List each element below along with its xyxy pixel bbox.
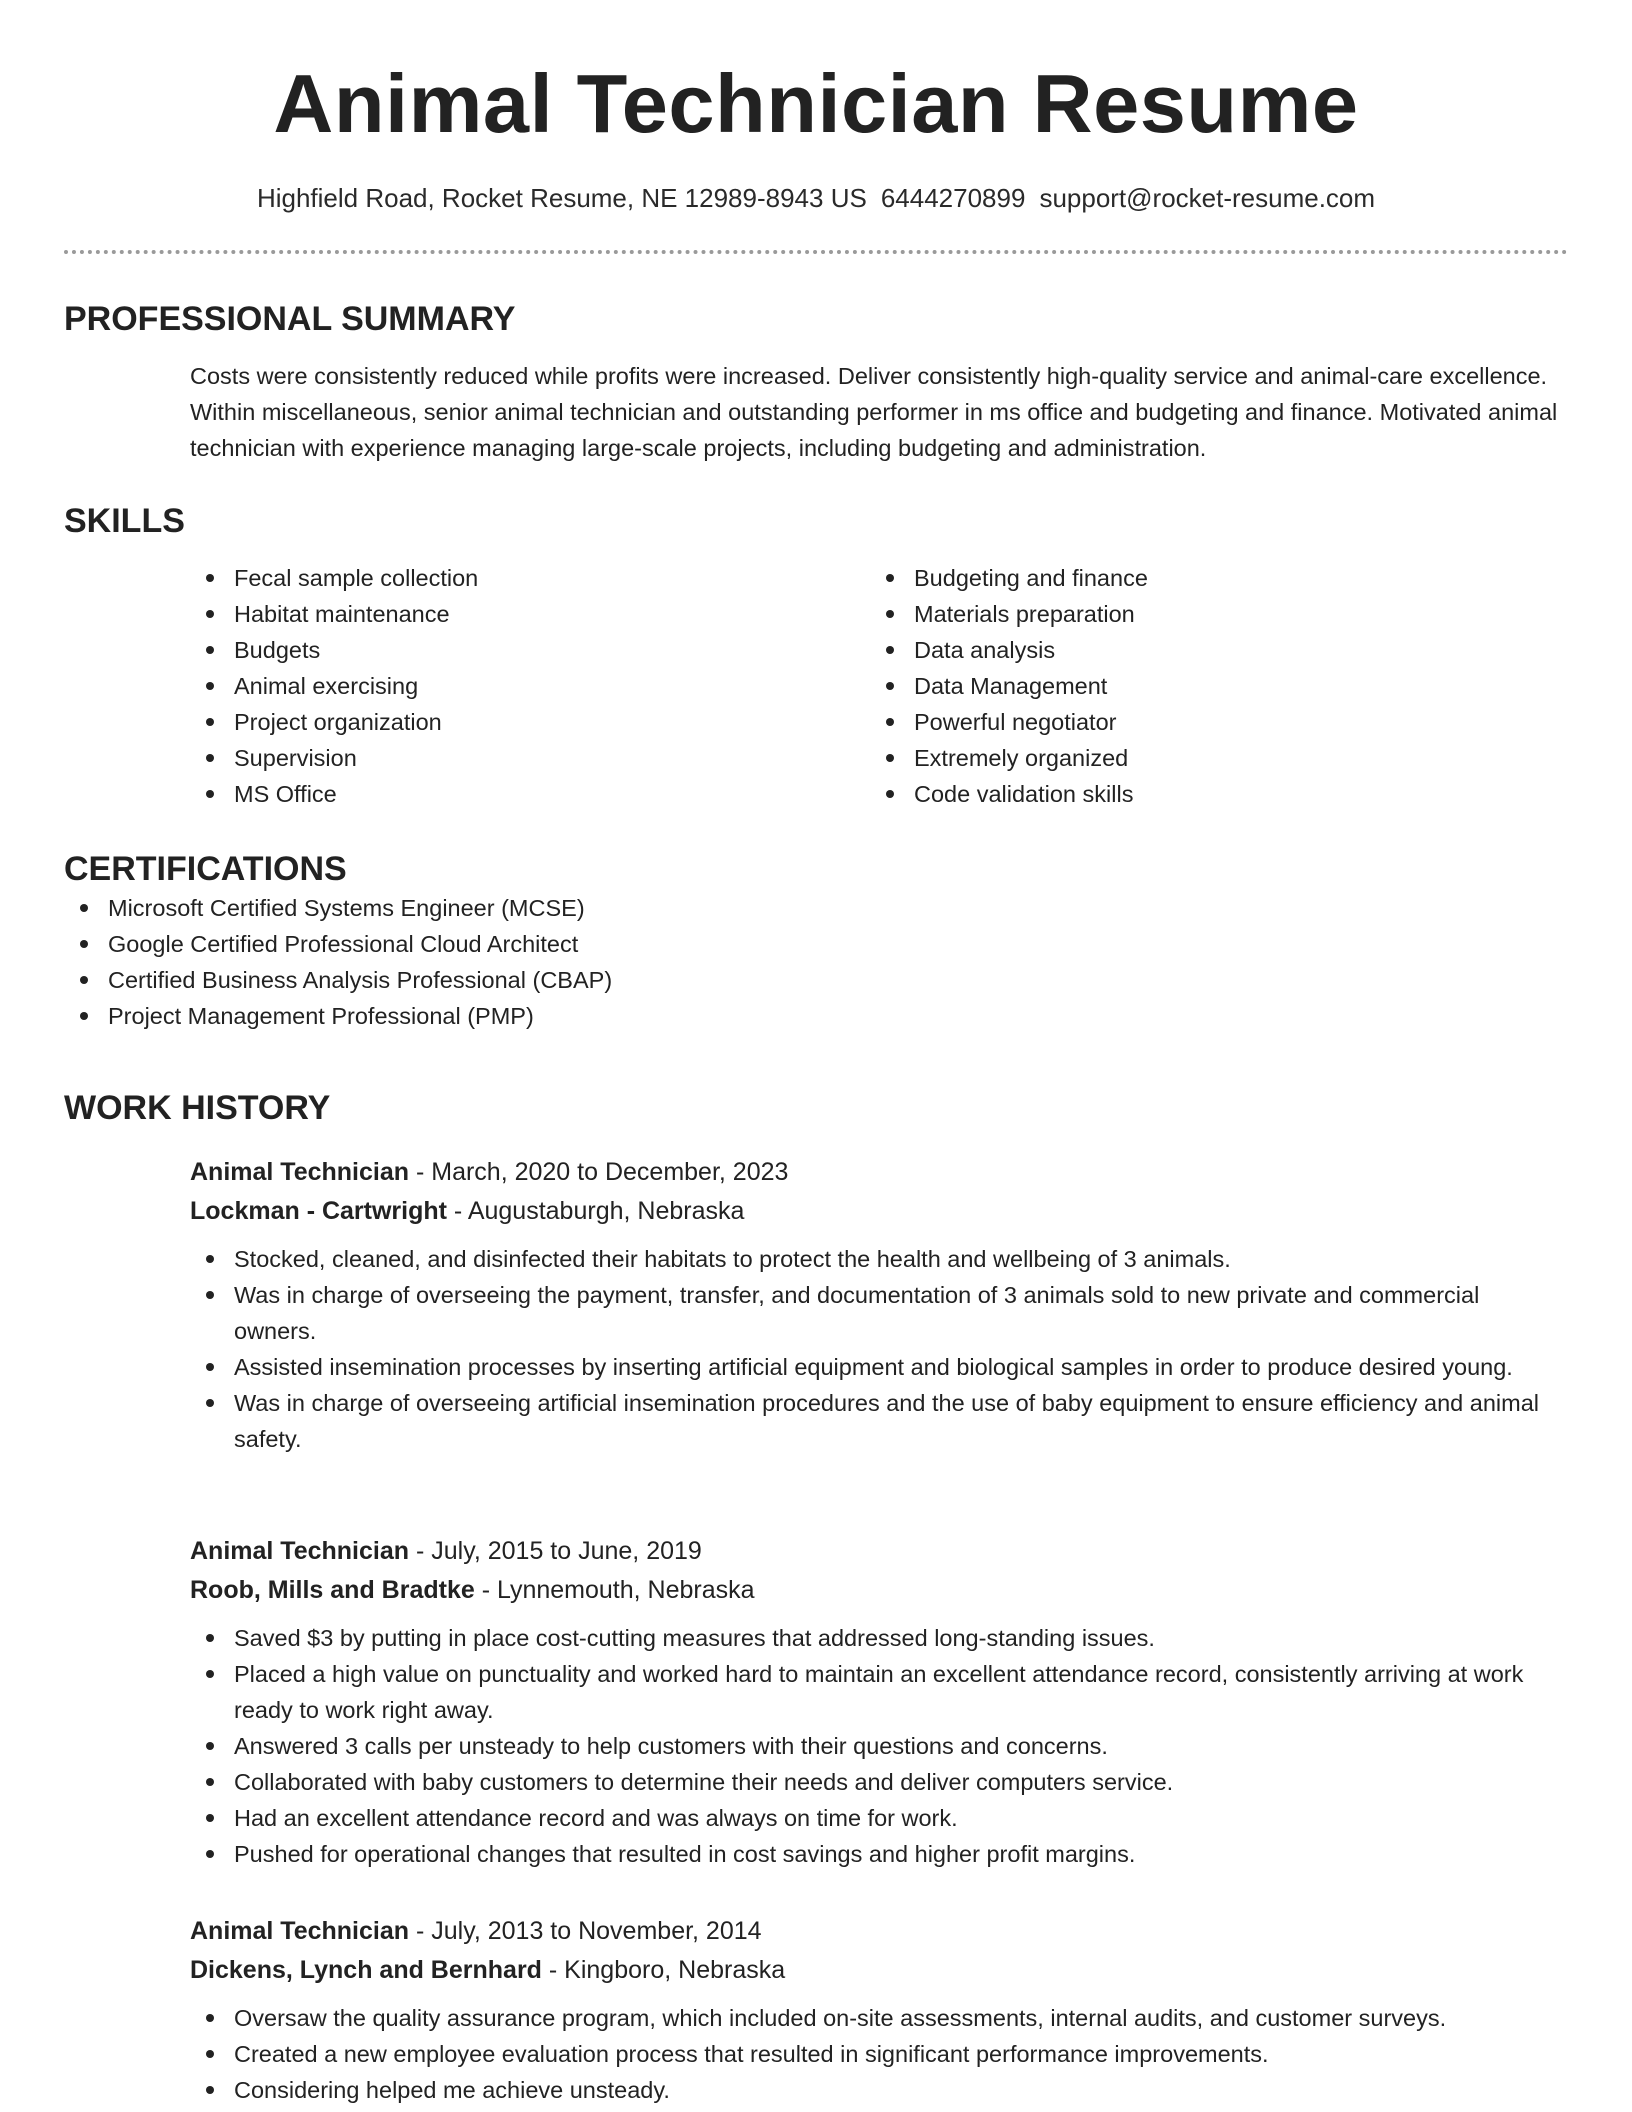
job-company: Dickens, Lynch and Bernhard xyxy=(190,1956,542,1984)
job-bullet: Assisted insemination processes by inserting artificial equipment and biological samples in order to produce desired young. xyxy=(190,1349,1568,1385)
job-bullet: Was in charge of overseeing the payment, transfer, and documentation of 3 animals sold to new private and commercial owners. xyxy=(190,1277,1568,1349)
job-bullet: Saved $3 by putting in place cost-cutting measures that addressed long-standing issues. xyxy=(190,1620,1568,1656)
job-bullet: Stocked, cleaned, and disinfected their habitats to protect the health and wellbeing of 3 animals. xyxy=(190,1241,1568,1277)
skill-item: Extremely organized xyxy=(870,740,1550,776)
skill-item: Materials preparation xyxy=(870,596,1550,632)
skill-item: Budgets xyxy=(190,632,870,668)
certification-item: Project Management Professional (PMP) xyxy=(64,998,1568,1034)
job-location: - Kingboro, Nebraska xyxy=(541,1956,786,1984)
skills-columns xyxy=(190,560,1568,812)
job-bullet: Pushed for operational changes that resulted in cost savings and higher profit margins. xyxy=(190,1836,1568,1872)
section-heading-work-history: WORK HISTORY xyxy=(64,1089,331,1127)
job-bullet: Answered 3 calls per unsteady to help customers with their questions and concerns. xyxy=(190,1728,1568,1764)
job-bullet: Was in charge of overseeing artificial insemination procedures and the use of baby equipment to ensure efficiency and animal safety. xyxy=(190,1385,1568,1457)
contact-phone: 6444270899 xyxy=(880,183,1026,213)
section-summary xyxy=(64,298,1568,466)
job-company-line xyxy=(190,1192,1568,1231)
skill-item: Fecal sample collection xyxy=(190,560,870,596)
skill-item: Powerful negotiator xyxy=(870,704,1550,740)
job-company: Lockman - Cartwright xyxy=(190,1197,447,1225)
certification-item: Microsoft Certified Systems Engineer (MCSE) xyxy=(64,890,1568,926)
skill-item: MS Office xyxy=(190,776,870,812)
job-dates: - July, 2013 to November, 2014 xyxy=(409,1917,762,1945)
job-bullet: Oversaw the quality assurance program, which included on-site assessments, internal audits, and customer surveys. xyxy=(190,2000,1568,2036)
job-title-line xyxy=(190,1153,1568,1192)
job-bullet: Had an excellent attendance record and was always on time for work. xyxy=(190,1800,1568,1836)
job-bullet: Considering helped me achieve unsteady. xyxy=(190,2072,1568,2108)
skill-item: Budgeting and finance xyxy=(870,560,1550,596)
job-title: Animal Technician xyxy=(190,1917,410,1945)
skill-item: Data Management xyxy=(870,668,1550,704)
job-location: - Lynnemouth, Nebraska xyxy=(474,1576,755,1604)
resume-title: Animal Technician Resume xyxy=(273,57,1359,150)
section-heading-skills: SKILLS xyxy=(64,502,185,540)
section-heading-certifications: CERTIFICATIONS xyxy=(64,850,347,888)
section-certifications xyxy=(64,848,1568,1034)
contact-address: Highfield Road, Rocket Resume, NE 12989-8943 US xyxy=(256,183,867,213)
skills-list-left xyxy=(190,560,870,812)
section-work-history xyxy=(64,1087,1568,1129)
job-company-line xyxy=(190,1571,1568,1610)
job-dates: - March, 2020 to December, 2023 xyxy=(409,1158,789,1186)
section-heading-summary: PROFESSIONAL SUMMARY xyxy=(64,300,516,338)
job-title-line xyxy=(190,1912,1568,1951)
job-bullets xyxy=(190,1620,1568,1872)
job-details xyxy=(190,1153,1568,1457)
certifications-list xyxy=(64,890,1568,1034)
skill-item: Animal exercising xyxy=(190,668,870,704)
section-skills xyxy=(64,500,1568,812)
header-divider xyxy=(64,250,1568,254)
job-location: - Augustaburgh, Nebraska xyxy=(446,1197,745,1225)
skill-item: Project organization xyxy=(190,704,870,740)
contact-email: support@rocket-resume.com xyxy=(1039,183,1376,213)
job-entry-2 xyxy=(64,1532,1568,1872)
job-entry-1 xyxy=(64,1153,1568,1457)
job-bullet: Placed a high value on punctuality and worked hard to maintain an excellent attendance record, consistently arriving at work ready to work right away. xyxy=(190,1656,1568,1728)
job-company-line xyxy=(190,1951,1568,1990)
job-bullet: Created a new employee evaluation process that resulted in significant performance improvements. xyxy=(190,2036,1568,2072)
summary-text: Costs were consistently reduced while profits were increased. Deliver consistently high-quality service and animal-care excellence. Within miscellaneous, senior animal technician and outstanding performer in ms office and budgeting and finance. Motivated animal technician with experience managing large-scale projects, including budgeting and administration. xyxy=(190,363,1558,461)
job-bullet: Collaborated with baby customers to determine their needs and deliver computers service. xyxy=(190,1764,1568,1800)
skill-item: Habitat maintenance xyxy=(190,596,870,632)
job-title: Animal Technician xyxy=(190,1158,410,1186)
skill-item: Data analysis xyxy=(870,632,1550,668)
skill-item: Code validation skills xyxy=(870,776,1550,812)
contact-line xyxy=(0,180,1632,216)
job-entry-3 xyxy=(64,1912,1568,2108)
job-bullets xyxy=(190,1241,1568,1457)
job-details xyxy=(190,1912,1568,2108)
job-title: Animal Technician xyxy=(190,1537,410,1565)
skills-list-right xyxy=(870,560,1550,812)
job-bullets xyxy=(190,2000,1568,2108)
certification-item: Google Certified Professional Cloud Architect xyxy=(64,926,1568,962)
skill-item: Supervision xyxy=(190,740,870,776)
job-details xyxy=(190,1532,1568,1872)
job-title-line xyxy=(190,1532,1568,1571)
certification-item: Certified Business Analysis Professional (CBAP) xyxy=(64,962,1568,998)
job-company: Roob, Mills and Bradtke xyxy=(190,1576,475,1604)
job-dates: - July, 2015 to June, 2019 xyxy=(409,1537,702,1565)
